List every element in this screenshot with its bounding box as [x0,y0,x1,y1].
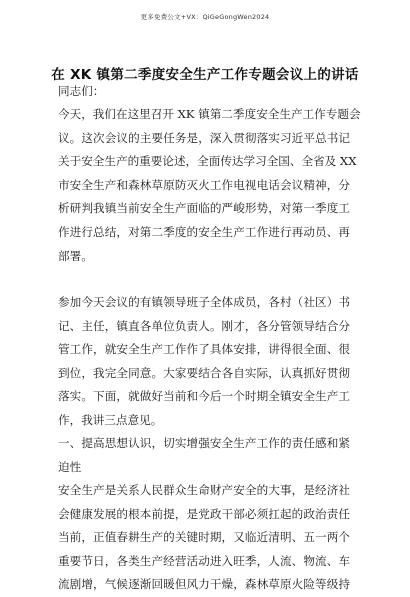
text-line: 记、主任，镇直各单位负责人。刚才，各分管领导结合分 [58,318,350,333]
text-line: 落实。下面，就做好当前和今后一个时期全镇安全生产工 [58,389,350,404]
text-line: 作进行总结，对第二季度的安全生产工作进行再动员、再 [58,224,350,239]
text-line: 一、提高思想认识，切实增强安全生产工作的责任感和紧 [58,436,350,450]
text-line: 关于安全生产的重要论述，全面传达学习全国、全省及 XX [58,154,357,169]
paragraph-opening [58,103,361,268]
text-line: 会健康发展的根本前提，是党政干部必须扛起的政治责任 [58,506,350,521]
header-note: 更多免费公文+VX：QiGeGongWen2024 [140,13,270,21]
salutation: 同志们： [58,84,105,98]
text-line: 部署。 [58,248,93,263]
text-line: 迫性 [58,459,82,474]
text-line: 管工作，就安全生产工作作了具体安排，讲得很全面、很 [58,342,350,357]
text-line: 作，我讲三点意见。 [58,412,163,427]
paragraph-attendees [58,291,350,433]
text-line: 市安全生产和森林草原防灭火工作电视电话会议精神，分 [58,177,350,192]
text-line: 安全生产是关系人民群众生命财产安全的大事，是经济社 [58,483,350,497]
text-line: 析研判我镇当前安全生产面临的严峻形势，对第一季度工 [58,201,350,216]
text-line: 到位，我完全同意。大家要结合各自实际，认真抓好贯彻 [58,365,350,380]
text-line: 当前，正值春耕生产的关键时期，又临近清明、五一两个 [58,530,350,545]
text-line: 流剧增，气候逐渐回暖但风力干燥，森林草原火险等级持 [58,577,350,592]
text-line: 议。这次会议的主要任务是，深入贯彻落实习近平总书记 [58,130,350,145]
paragraph-safety [58,479,350,597]
text-line: 重要节日，各类生产经营活动进入旺季，人流、物流、车 [58,553,350,568]
text-line: 今天，我们在这里召开 XK 镇第二季度安全生产工作专题会 [58,107,361,121]
document-title: 在 XK 镇第二季度安全生产工作专题会议上的讲话 [51,67,359,83]
text-line: 参加今天会议的有镇领导班子全体成员，各村（社区）书 [58,295,350,309]
section-heading-1 [58,432,350,479]
